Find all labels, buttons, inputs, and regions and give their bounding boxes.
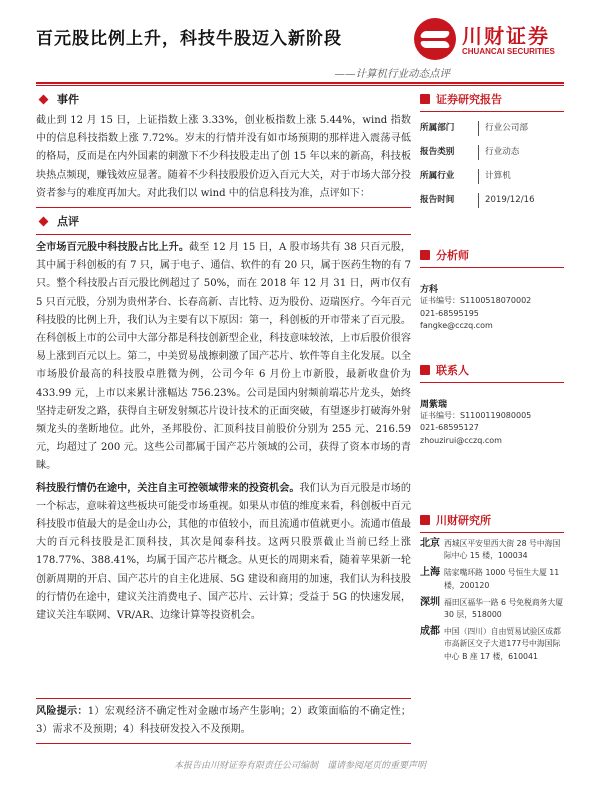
square-bullet-icon bbox=[420, 515, 430, 525]
info-key: 所属行业 bbox=[420, 171, 455, 181]
info-value: 行业公司部 bbox=[478, 121, 528, 136]
header-divider bbox=[36, 82, 564, 84]
info-row bbox=[420, 169, 564, 184]
risk-body: 1）宏观经济不确定性对金融市场产生影响；2）政策面临的不确定性；3）需求不及预期；4）科技研发投入不及预期。 bbox=[36, 706, 412, 736]
institute-heading-label: 川财研究所 bbox=[436, 514, 491, 527]
office-address bbox=[420, 538, 564, 562]
info-value: 行业动态 bbox=[478, 145, 519, 160]
contact-heading bbox=[420, 361, 564, 379]
report-subtitle: ——计算机行业动态点评 bbox=[334, 68, 450, 80]
section-divider bbox=[36, 743, 411, 744]
events-heading-label: 事件 bbox=[57, 93, 79, 106]
risk-paragraph bbox=[36, 703, 411, 739]
analyst-heading bbox=[420, 246, 564, 264]
section-divider bbox=[36, 234, 411, 235]
office-city: 上海 bbox=[420, 567, 440, 579]
events-paragraph: 截止到 12 月 15 日，上证指数上涨 3.33%，创业板指数上涨 5.44%，wind 指数中的信息科技指数上涨 7.72%。岁末的行情并没有如市场预期的那样进入震荡寻低的格局，反而是在内外国素的刺激下不少科技股走出了创 15 年以来的新高，科技板块热点频现，赚钱效应显著。随着不少科技股股价迈入百元大关，对于市场大部分投资者参与的难度再加大。对此我们以 wind 中的信息科技为准，点评如下： bbox=[36, 115, 411, 199]
analyst-name: 方科 bbox=[420, 285, 439, 295]
contact-name: 周紫瑞 bbox=[420, 399, 448, 410]
institute-heading bbox=[420, 511, 564, 529]
review-paragraph-1-body: 截至 12 月 15 日，A 股市场共有 38 只百元股，其中属于科创板的有 7 只，属于电子、通信、软件的有 20 只，属于医药生物的有 7 只。整个科技股占百元股比例超过了 50%，而在 2018 年 12 月 31 日，两市仅有 5 只百元股，分别为贵州茅台、长春高新、吉比特、迈为股份、迈瑞医疗。今年百元科技股的比例上升，我们认为主要有以下原因：第一，科创板的开市带来了百元股。在科创板上市的公司中大部分都是科技创新型企业，科技意味较浓，上市后股价很容易上涨到百元以上。第二，中美贸易战擦刺激了国产芯片、软件等自主化发展。以全市场股价最高的科技股卓胜微为例，公司今年 6 月份上市新股，最新收盘价为 433.99 元，上市以来累计涨幅达 756.23%。公司是国内射频前端芯片龙头，始终坚持走研发之路，获得自主研发射频芯片设计技术的正面突破，有望逐步打破海外射频龙头的垄断地位。此外，圣邦股份、汇顶科技目前股价分别为 255 元、216.59 元，均超过了 200 元。这些公司都属于国产芯片领域的公司，获得了资本市场的青睐。 bbox=[36, 242, 412, 472]
page-footer: 本报告由川财证券有限责任公司编制 谨请参阅尾页的重要声明 bbox=[173, 761, 426, 771]
info-key: 所属部门 bbox=[420, 123, 455, 133]
review-paragraph-2 bbox=[36, 480, 411, 626]
sidebar bbox=[420, 90, 564, 663]
logo-name-cn: 川财证券 bbox=[462, 24, 550, 48]
office-address bbox=[420, 597, 564, 621]
section-divider bbox=[36, 207, 411, 208]
info-value: 计算机 bbox=[478, 169, 511, 184]
risk-lead: 风险提示： bbox=[36, 706, 88, 717]
office-city: 成都 bbox=[420, 626, 440, 638]
sidebar-divider bbox=[420, 382, 564, 383]
office-addr: 陆家嘴环路 1000 号恒生大厦 11 楼，200120 bbox=[444, 568, 560, 590]
review-paragraph-1-lead: 全市场百元股中科技股占比上升。 bbox=[36, 242, 190, 254]
report-info-heading bbox=[420, 90, 564, 108]
header-divider-thin bbox=[36, 85, 564, 86]
analyst-heading-label: 分析师 bbox=[436, 249, 469, 262]
contact-cert: 证书编号：S1100119080005 bbox=[420, 410, 532, 420]
contact-heading-label: 联系人 bbox=[436, 363, 469, 377]
report-title: 百元股比例上升，科技牛股迈入新阶段 bbox=[36, 29, 342, 49]
logo-name-en: CHUANCAI SECURITIES bbox=[462, 47, 555, 56]
office-address bbox=[420, 626, 564, 663]
info-row bbox=[420, 193, 564, 208]
events-heading bbox=[36, 90, 411, 108]
diamond-bullet-icon bbox=[39, 94, 49, 104]
info-key: 报告类别 bbox=[420, 147, 455, 157]
sidebar-divider bbox=[420, 267, 564, 268]
square-bullet-icon bbox=[420, 365, 430, 375]
sidebar-divider bbox=[420, 532, 564, 533]
diamond-bullet-icon bbox=[39, 216, 49, 226]
review-heading-label: 点评 bbox=[57, 215, 79, 229]
office-city: 北京 bbox=[420, 538, 440, 549]
square-bullet-icon bbox=[420, 94, 430, 104]
report-info-heading-label: 证券研究报告 bbox=[436, 93, 502, 106]
main-column bbox=[36, 90, 411, 625]
office-addr: 西城区平安里西大街 28 号中海国际中心 15 楼，100034 bbox=[444, 539, 561, 561]
analyst-email[interactable]: fangke@cczq.com bbox=[420, 321, 493, 330]
info-value: 2019/12/16 bbox=[478, 193, 535, 208]
sidebar-divider bbox=[420, 111, 564, 112]
analyst-cert: 证书编号：S1100518070002 bbox=[420, 296, 532, 305]
info-key: 报告时间 bbox=[420, 195, 455, 205]
office-city: 深圳 bbox=[420, 596, 440, 608]
review-heading bbox=[36, 212, 411, 230]
logo-mark-icon bbox=[414, 18, 456, 60]
office-address bbox=[420, 567, 564, 591]
square-bullet-icon bbox=[420, 250, 430, 260]
page-header bbox=[36, 14, 564, 74]
risk-section bbox=[36, 698, 411, 748]
contact-phone: 021-68595127 bbox=[420, 423, 479, 432]
analyst-phone: 021-68595195 bbox=[420, 308, 479, 318]
office-addr: 福田区福华一路 6 号免税商务大厦 30 层，518000 bbox=[444, 597, 564, 620]
review-paragraph-2-lead: 科技股行情仍在途中，关注自主可控领域带来的投资机会。 bbox=[36, 482, 300, 494]
review-paragraph-1 bbox=[36, 239, 411, 476]
contact-email[interactable]: zhouzirui@cczq.com bbox=[420, 435, 502, 445]
company-logo bbox=[414, 18, 564, 68]
info-row bbox=[420, 121, 564, 136]
info-row bbox=[420, 145, 564, 160]
section-divider bbox=[36, 698, 411, 699]
office-addr: 中国（四川）自由贸易试验区成都市高新区交子大道177号中海国际中心 B 座 17 楼，610041 bbox=[444, 627, 561, 661]
review-paragraph-2-body: 我们认为百元股是市场的一个标志，意味着这些板块可能受市场重视。如果从市值的维度来看，科创板中百元科技股市值最大的是金山办公，其他的市值较小，而且流通市值就更小。流通市值最大的百元科技股是汇顶科技，其次是闻泰科技。这两只股票截止当前已经上涨 178.77%、388.41%，均属于国产芯片概念。从更长的周期来看，随着苹果新一轮创新周期的开启、国产芯片的自主化进展、5G 建设和商用的加速，我们认为科技股的行情仍在途中，建议关注消费电子、国产芯片、云计算；受益于 5G 的快速发展，建议关注车联网、VR/AR、边缘计算等投资机会。 bbox=[36, 482, 412, 622]
